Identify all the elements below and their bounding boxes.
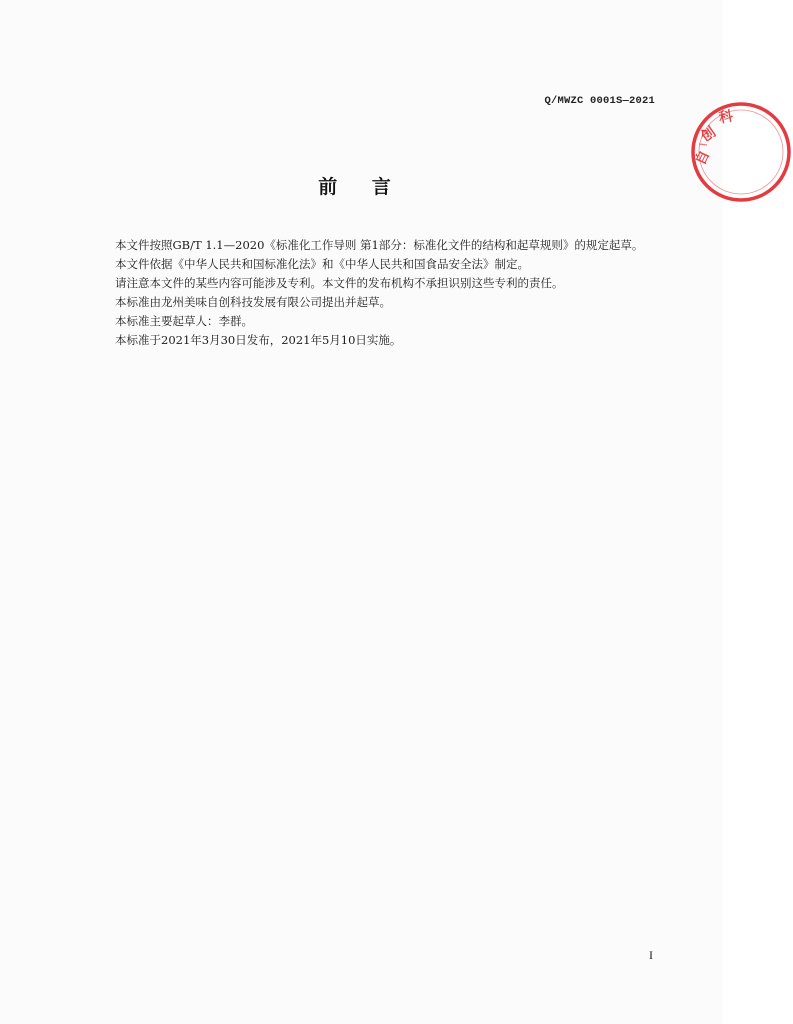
page-number: I <box>649 948 653 962</box>
paragraph-dates: 本标准于2021年3月30日发布，2021年5月10日实施。 <box>115 333 402 347</box>
document-body <box>91 236 661 350</box>
company-seal-stamp <box>689 100 793 204</box>
paragraph-drafting-basis: 本文件按照GB/T 1.1—2020《标准化工作导则 第1部分：标准化文件的结构和起草规则》的规定起草。 <box>115 238 644 252</box>
page-title: 前 言 <box>318 176 405 198</box>
document-code: Q/MWZC 0001S—2021 <box>544 95 655 107</box>
svg-text:自: 自 <box>692 148 714 168</box>
svg-text:科: 科 <box>717 108 735 127</box>
paragraph-patent-notice: 请注意本文件的某些内容可能涉及专利。本文件的发布机构不承担识别这些专利的责任。 <box>115 276 564 290</box>
seal-graphic <box>689 100 793 204</box>
paragraph-drafter: 本标准主要起草人：李群。 <box>115 314 253 328</box>
paragraph-proposer: 本标准由龙州美味自创科技发展有限公司提出并起草。 <box>115 295 391 309</box>
paragraph-legal-basis: 本文件依据《中华人民共和国标准化法》和《中华人民共和国食品安全法》制定。 <box>115 257 529 271</box>
svg-text:创: 创 <box>698 124 719 146</box>
